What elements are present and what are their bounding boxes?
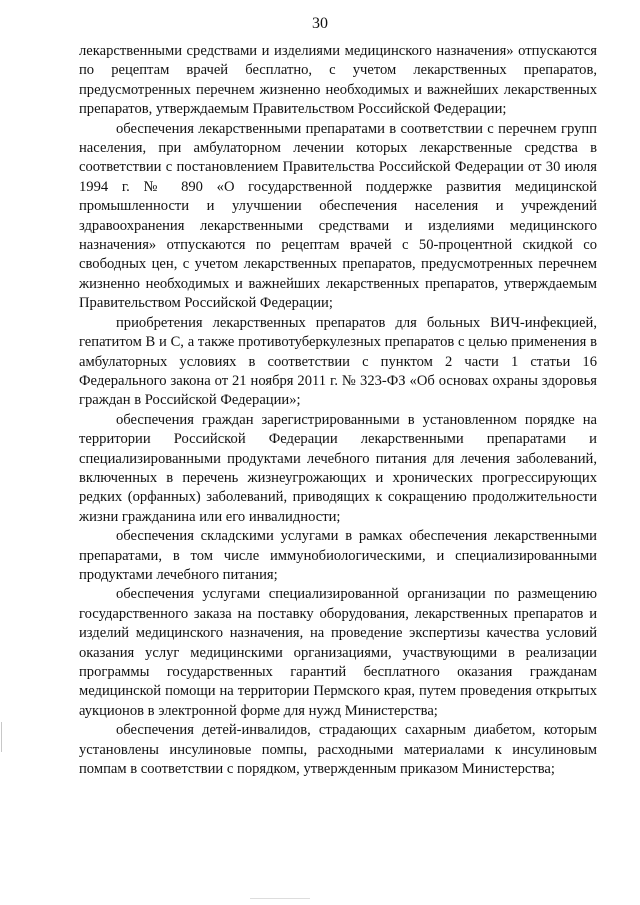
paragraph-orphan-diseases: обеспечения граждан зарегистрированными в установленном порядке на территории Российской Федерации лекарственными препаратами и специализированными продуктами лечебного питания для лечения заболеваний, включенных в перечень жизнеугрожающих и хронических прогрессирующих редких (орфанных) заболеваний, приводящих к сокращению продолжительности жизни гражданина или его инвалидности; [79, 411, 597, 525]
paragraph-warehouse-services: обеспечения складскими услугами в рамках обеспечения лекарственными препаратами, в том числе иммунобиологическими, и специализированными продуктами лечебного питания; [79, 528, 597, 583]
scan-edge-mark [1, 722, 2, 752]
paragraph-procurement-services: обеспечения услугами специализированной организации по размещению государственного заказа на поставку оборудования, лекарственных препаратов и изделий медицинского назначения, на проведение экспертизы качества условий оказания услуг медицинскими организациями, участвующими в реализации программы государственных гарантий бесплатного оказания гражданам медицинской помощи на территории Пермского края, путем проведения открытых аукционов в электронной форме для нужд Министерства; [79, 586, 597, 719]
document-body [79, 42, 597, 779]
paragraph-continuation: лекарственными средствами и изделиями медицинского назначения» отпускаются по рецептам врачей бесплатно, с учетом лекарственных препаратов, предусмотренных перечнем жизненно необходимых и важнейших лекарственных препаратов, утверждаемым Правительством Российской Федерации; [79, 43, 597, 118]
paragraph-hiv-hepatitis-tb: приобретения лекарственных препаратов для больных ВИЧ-инфекцией, гепатитом В и С, а также противотуберкулезных препаратов с целью применения в амбулаторных условиях в соответствии с пунктом 2 части 1 статьи 16 Федерального закона от 21 ноября 2011 г. № 323-ФЗ «Об основах охраны здоровья граждан в Российской Федерации»; [79, 314, 597, 409]
paragraph-insulin-pumps: обеспечения детей-инвалидов, страдающих сахарным диабетом, которым установлены инсулиновые помпы, расходными материалами к инсулиновым помпам в соответствии с порядком, утвержденным приказом Министерства; [79, 722, 597, 778]
page-number: 30 [312, 15, 328, 32]
scan-bottom-mark [250, 898, 310, 899]
paragraph-50-percent-discount: обеспечения лекарственными препаратами в соответствии с перечнем групп населения, при амбулаторном лечении которых лекарственные средства в соответствии с постановлением Правительства Российской Федерации от 30 июля 1994 г. № 890 «О государственной поддержке развития медицинской промышленности и улучшении обеспечения населения и учреждений здравоохранения лекарственными средствами и изделиями медицинского назначения» отпускаются по рецептам врачей с 50-процентной скидкой со свободных цен, с учетом лекарственных препаратов, предусмотренных перечнем жизненно необходимых и важнейших лекарственных препаратов, утверждаемым Правительством Российской Федерации; [79, 120, 597, 312]
